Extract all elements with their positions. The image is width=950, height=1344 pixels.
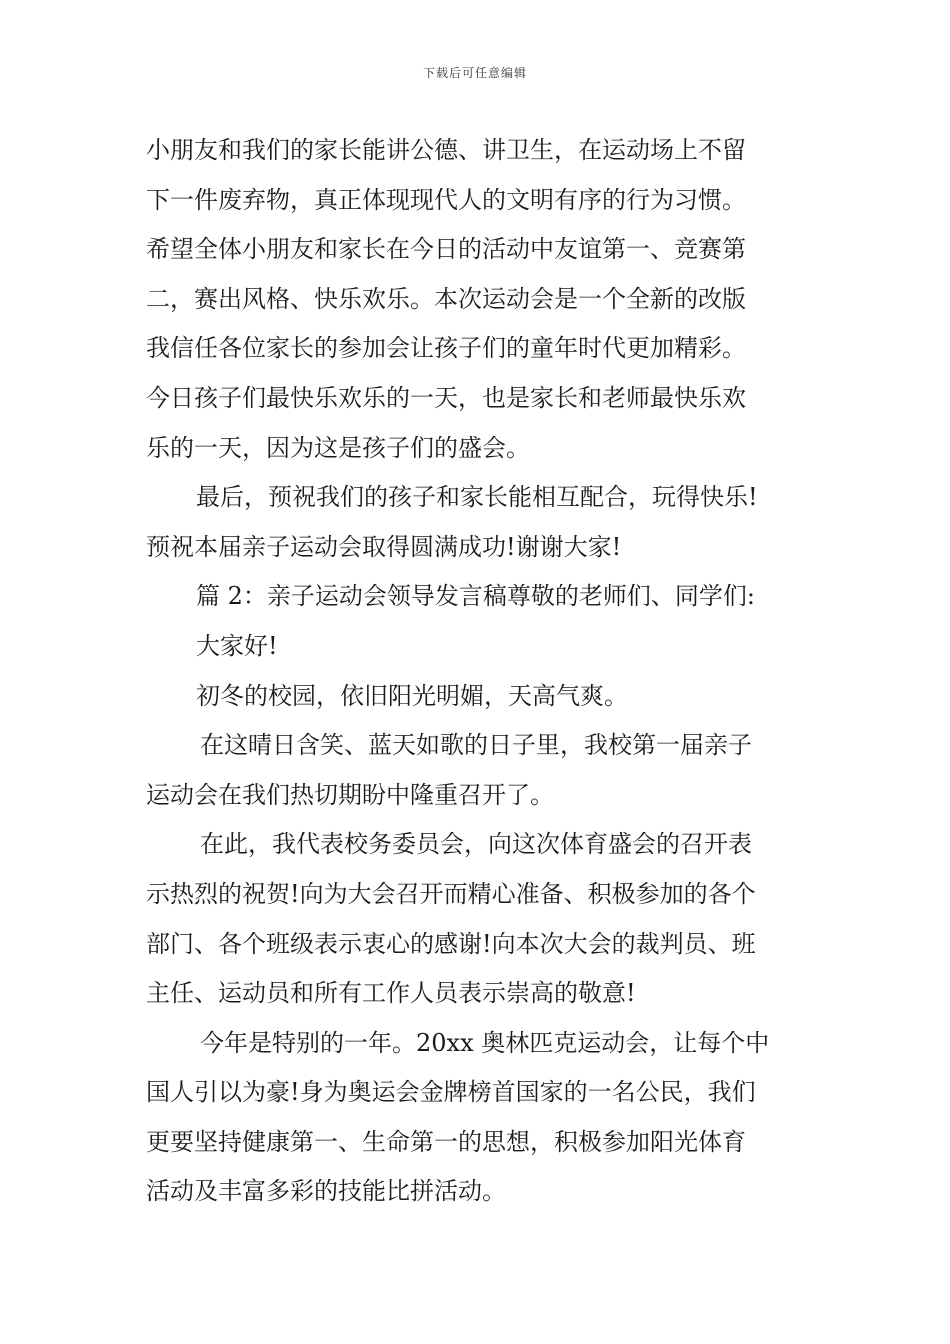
text-line: 在此，我代表校务委员会，向这次体育盛会的召开表: [200, 830, 752, 859]
text-line: 在这晴日含笑、蓝天如歌的日子里，我校第一届亲子: [200, 731, 752, 760]
text-line: 主任、运动员和所有工作人员表示崇高的敬意!: [146, 979, 636, 1008]
text-line: 预祝本届亲子运动会取得圆满成功!谢谢大家!: [146, 532, 622, 561]
text-line: 国人引以为豪!身为奥运会金牌榜首国家的一名公民，我们: [146, 1078, 756, 1107]
text-line: 活动及丰富多彩的技能比拼活动。: [146, 1177, 506, 1206]
section-heading: 篇 2：亲子运动会领导发言稿尊敬的老师们、同学们:: [196, 582, 755, 611]
page-header: 下载后可任意编辑: [422, 66, 527, 80]
text-line: 下一件废弃物，真正体现现代人的文明有序的行为习惯。: [146, 185, 746, 214]
text-line: 最后，预祝我们的孩子和家长能相互配合，玩得快乐!: [196, 483, 758, 512]
text-line: 示热烈的祝贺!向为大会召开而精心准备、积极参加的各个: [146, 879, 756, 908]
text-line: 二，赛出风格、快乐欢乐。本次运动会是一个全新的改版: [146, 284, 746, 313]
document-body: [146, 126, 808, 1217]
text-line: 希望全体小朋友和家长在今日的活动中友谊第一、竞赛第: [146, 235, 746, 264]
text-line: 我信任各位家长的参加会让孩子们的童年时代更加精彩。: [146, 334, 746, 363]
text-line: 大家好!: [196, 631, 278, 660]
text-line: 小朋友和我们的家长能讲公德、讲卫生，在运动场上不留: [146, 136, 746, 164]
text-line: 运动会在我们热切期盼中隆重召开了。: [146, 780, 554, 809]
text-line: 部门、各个班级表示衷心的感谢!向本次大会的裁判员、班: [146, 929, 756, 958]
text-line: 今年是特别的一年。20xx 奥林匹克运动会，让每个中: [200, 1028, 770, 1057]
text-line: 乐的一天，因为这是孩子们的盛会。: [146, 433, 530, 462]
text-line: 今日孩子们最快乐欢乐的一天，也是家长和老师最快乐欢: [146, 383, 746, 412]
text-line: 更要坚持健康第一、生命第一的思想，积极参加阳光体育: [146, 1127, 746, 1156]
text-line: 初冬的校园，依旧阳光明媚，天高气爽。: [196, 681, 628, 710]
